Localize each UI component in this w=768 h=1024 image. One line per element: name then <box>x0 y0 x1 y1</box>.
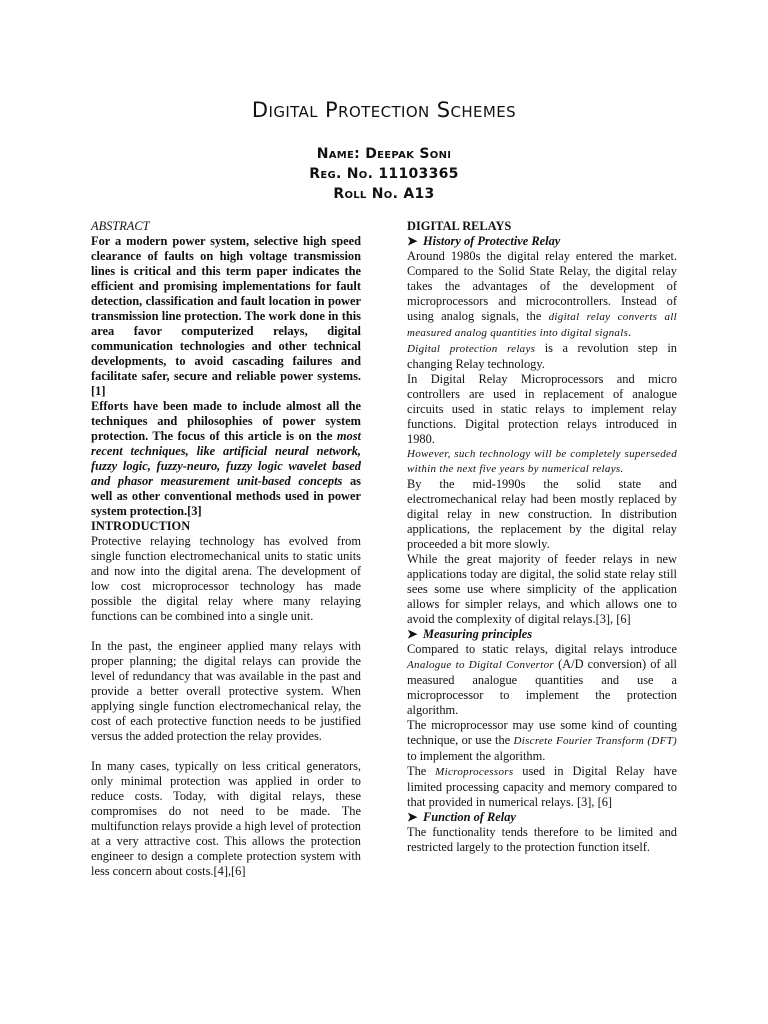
history-paragraph-5: By the mid-1990s the solid state and electromechanical relay had been mostly replaced by digital relay in new construction. In distribution applications, the replacement by the digital relay proceeded a bit more slowly. <box>407 477 677 551</box>
history-paragraph-6: While the great majority of feeder relays in new applications today are digital, the solid state relay still sees some use where simplicity of the application allows for simpler relays, and which allows one to avoid the complexity of digital relays.[3], [6] <box>407 552 677 626</box>
history-paragraph-1: Around 1980s the digital relay entered the market. Compared to the Solid State Relay, the digital relay takes the advantages of the development of microprocessors and microcontrollers. Instead of using analog signals, the digital relay converts all measured analog quantities into digital signals. <box>407 249 677 339</box>
introduction-paragraph-2: In the past, the engineer applied many relays with proper planning; the digital relays can provide the level of redundancy that was available in the past and provide a better overall protective system. When applying single function electromechanical relay, the cost of each protective function needs to be justified versus the added protection the relay provides. <box>91 639 361 743</box>
history-paragraph-2: Digital protection relays is a revolution step in changing Relay technology. <box>407 341 678 371</box>
function-paragraph-1: The functionality tends therefore to be limited and restricted largely to the protection function itself. <box>407 825 677 854</box>
left-column <box>91 216 361 879</box>
arrow-bullet-icon: ➤ <box>407 627 418 641</box>
history-paragraph-4: However, such technology will be completely superseded within the next five years by numerical relays. <box>407 448 677 475</box>
abstract-paragraph-1: For a modern power system, selective high speed clearance of faults on high voltage transmission lines is critical and this term paper indicates the efficient and promising implementations for fault detection, classification and fault location in power transmission line protection. The work done in this area favor computerized relays, digital communication technologies and other technical developments, to avoid cascading failures and facilitate safer, secure and reliable power systems.[1] <box>91 234 361 398</box>
measuring-paragraph-2: The microprocessor may use some kind of counting technique, or use the Discrete Fourier Transform (DFT) to implement the algorithm. <box>407 718 677 763</box>
right-column <box>407 216 677 855</box>
measuring-subheading: ➤ Measuring principles <box>407 627 533 641</box>
arrow-bullet-icon: ➤ <box>407 234 418 248</box>
author-name: Name: Deepak Soni <box>316 146 452 162</box>
arrow-bullet-icon: ➤ <box>407 810 418 824</box>
introduction-paragraph-3: In many cases, typically on less critical generators, only minimal protection was applied in order to reduce costs. Today, with digital relays, these compromises do not need to be made. The multifunction relays provide a high level of protection at a very attractive cost. This allows the protection engineer to design a complete protection system with less concern about costs.[4],[6] <box>91 759 361 878</box>
author-roll-no: Roll No. A13 <box>333 186 435 202</box>
measuring-paragraph-1: Compared to static relays, digital relays introduce Analogue to Digital Convertor (A/D conversion) of all measured analogue quantities and use a microprocessor to implement the protection algorithm. <box>407 642 677 717</box>
paper-title: Digital Protection Schemes <box>251 98 517 122</box>
author-reg-no: Reg. No. 11103365 <box>309 166 459 182</box>
function-subheading: ➤ Function of Relay <box>407 810 516 824</box>
measuring-paragraph-3: The Microprocessors used in Digital Relay have limited processing capacity and memory compared to that provided in numerical relays. [3], [6] <box>407 764 677 809</box>
history-subheading: ➤ History of Protective Relay <box>407 234 561 248</box>
history-paragraph-3: In Digital Relay Microprocessors and micro controllers are used in replacement of analogue circuits used in static relays to implement relay functions. Digital protection relays introduced in 1980. <box>407 372 677 446</box>
introduction-paragraph-1: Protective relaying technology has evolved from single function electromechanical units to static units and now into the digital arena. The development of low cost microprocessor technology has made possible the digital relay where many relaying functions can be combined into a single unit. <box>91 534 361 623</box>
abstract-heading: ABSTRACT <box>91 219 150 233</box>
introduction-heading: INTRODUCTION <box>91 519 191 533</box>
digital-relays-heading: DIGITAL RELAYS <box>407 219 512 233</box>
abstract-paragraph-2: Efforts have been made to include almost all the techniques and philosophies of power system protection. The focus of this article is on the most recent techniques, like artificial neural network, fuzzy logic, fuzzy-neuro, fuzzy logic wavelet based and phasor measurement unit-based concepts as well as other conventional methods used in power system protection.[3] <box>91 399 361 518</box>
